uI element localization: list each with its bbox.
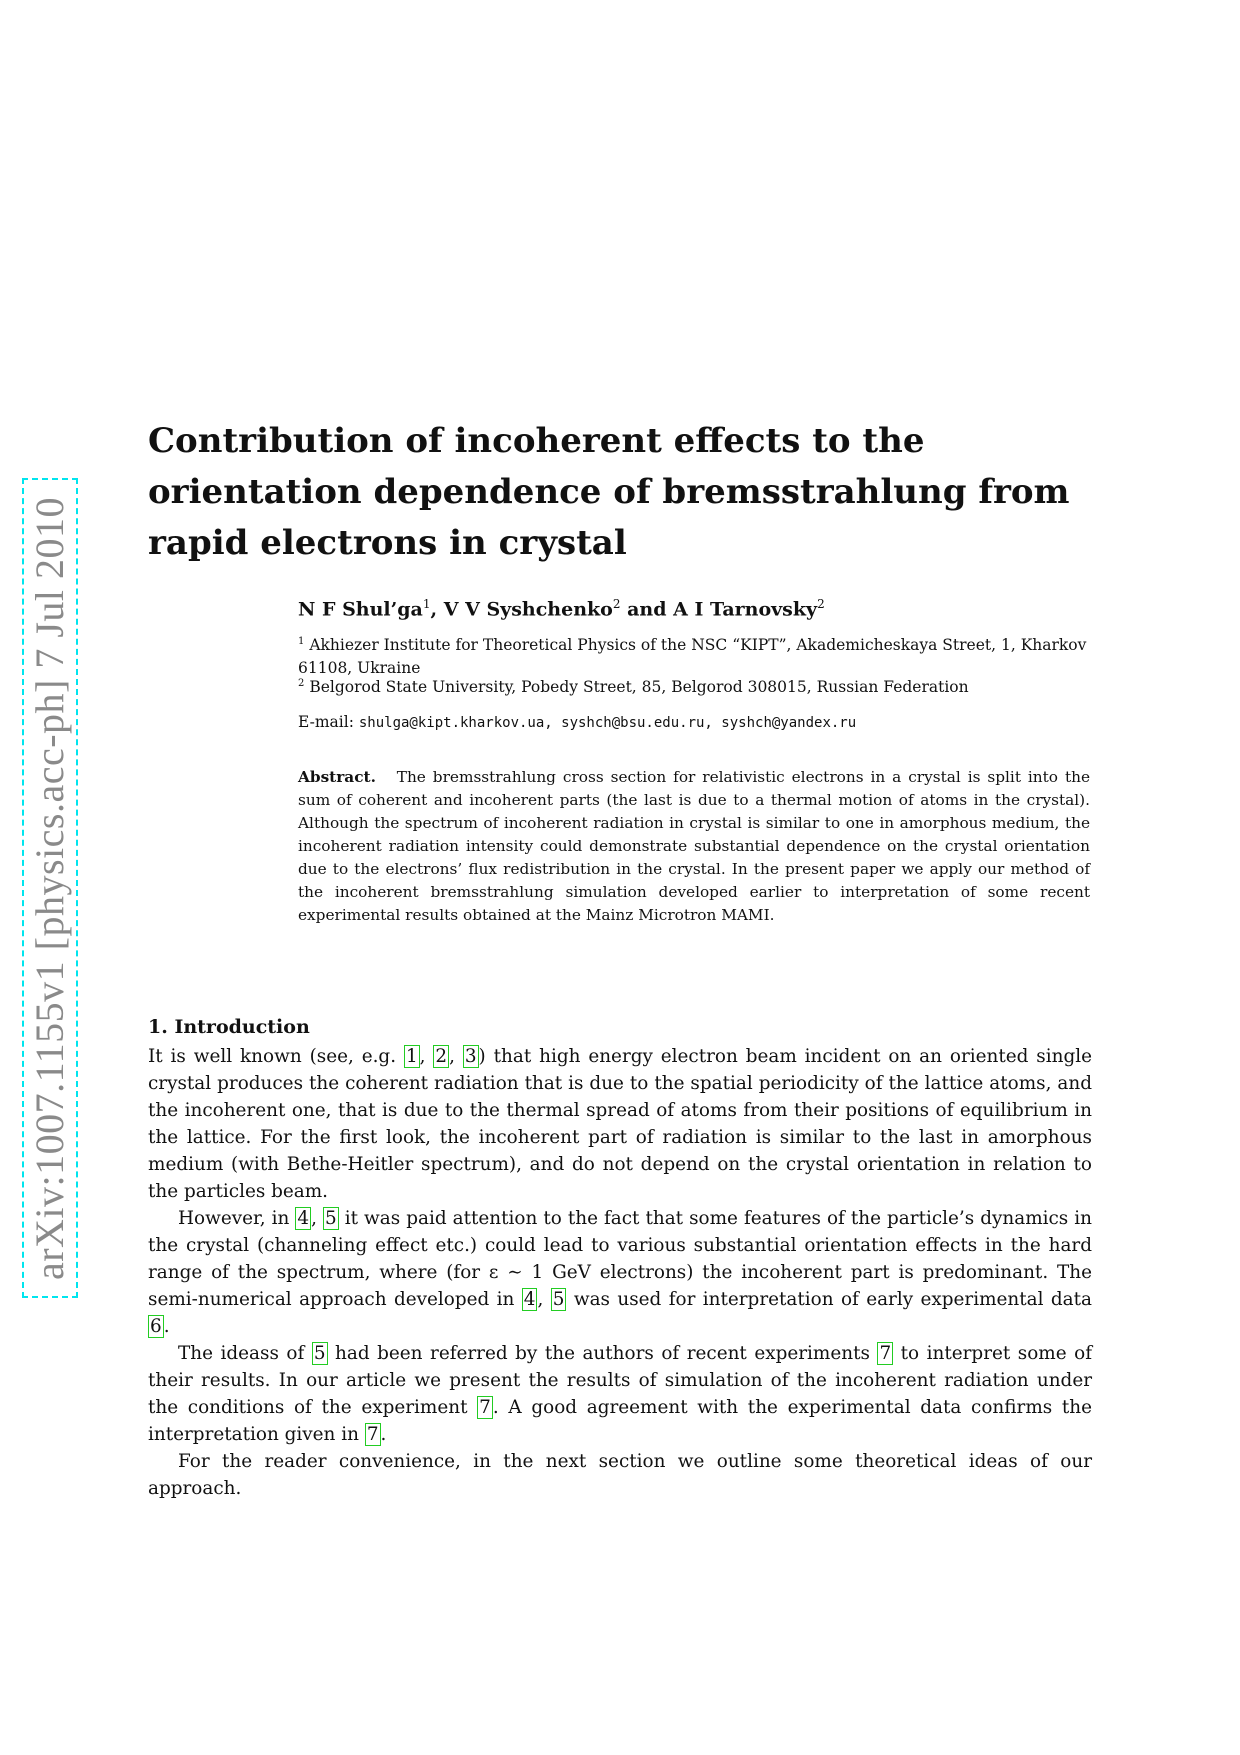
text-run: was used for interpretation of early experimental data (566, 1289, 1092, 1310)
body-paragraph (148, 1448, 1092, 1502)
text-run: , (537, 1289, 551, 1310)
text-run: The ideass of (178, 1343, 312, 1364)
text-run: it was paid attention to the fact that some features of the particle’s dynamics in the crystal (channeling effect etc.) could lead to various substantial orientation effects in the hard range of the spectrum, where (for ε ∼ 1 GeV electrons) the incoherent part is predominant. The semi-numerical approach developed in (148, 1208, 1093, 1310)
author-separator: , (430, 598, 444, 621)
body-paragraph (148, 1205, 1092, 1340)
abstract (298, 766, 1090, 927)
citation-link[interactable]: 5 (325, 1208, 337, 1229)
text-run: . A good agreement with the experimental data confirms the interpretation given in (148, 1397, 1093, 1445)
email-addresses[interactable]: shulga@kipt.kharkov.ua, syshch@bsu.edu.ru, syshch@yandex.ru (358, 715, 857, 731)
body-paragraph (148, 1043, 1092, 1205)
arxiv-stamp-text: arXiv:1007.1155v1 [physics.acc-ph] 7 Jul 2010 (27, 496, 73, 1280)
text-run: , (311, 1208, 324, 1229)
email-label: E-mail: (298, 713, 354, 731)
email-line (298, 713, 856, 731)
citation-link[interactable]: 3 (464, 1046, 477, 1067)
text-run: However, in (178, 1208, 296, 1229)
section-heading: 1. Introduction (148, 1016, 310, 1038)
author-affiliation-mark: 2 (612, 597, 621, 611)
text-run: . (163, 1316, 170, 1337)
citation-link[interactable]: 2 (435, 1046, 448, 1067)
author-affiliation-mark: 2 (817, 597, 825, 611)
paper-title: Contribution of incoherent effects to the orientation dependence of bremsstrahlung from rapid electrons in crystal (148, 421, 1070, 563)
citation-link[interactable]: 7 (366, 1424, 379, 1445)
affiliation-mark: 2 (298, 678, 305, 689)
text-run: It is well known (see, e.g. (148, 1046, 404, 1067)
author-affiliation-mark: 1 (422, 597, 431, 611)
text-run: , (449, 1046, 463, 1067)
affiliation-text: Akhiezer Institute for Theoretical Physics of the NSC “KIPT”, Akademicheskaya Street, 1, Kharkov 61108, Ukraine (298, 636, 1087, 678)
author-list (298, 597, 825, 620)
abstract-text: The bremsstrahlung cross section for relativistic electrons in a crystal is split into the sum of coherent and incoherent parts (the last is due to a thermal motion of atoms in the crystal). Although the spectrum of incoherent radiation in crystal is similar to one in amorphous medium, the incoherent radiation intensity could demonstrate substantial dependence on the crystal orientation due to the electrons’ flux redistribution in the crystal. In the present paper we apply our method of the incoherent bremsstrahlung simulation developed earlier to interpretation of some recent experimental results obtained at the Mainz Microtron MAMI. (298, 768, 1090, 924)
body-paragraph (148, 1340, 1092, 1448)
text-run: ) that high energy electron beam incident on an oriented single crystal produces the coherent radiation that is due to the spatial periodicity of the lattice atoms, and the incoherent one, that is due to the thermal spread of atoms from their positions of equilibrium in the lattice. For the first look, the incoherent part of radiation is similar to the last in amorphous medium (with Bethe-Heitler spectrum), and do not depend on the crystal orientation in relation to the particles beam. (148, 1046, 1092, 1202)
text-run: had been referred by the authors of recent experiments (327, 1343, 878, 1364)
text-run: to interpret some of their results. In our article we present the results of simulation of the incoherent radiation under the conditions of the experiment (148, 1343, 1093, 1418)
text-run: For the reader convenience, in the next section we outline some theoretical ideas of our approach. (148, 1451, 1092, 1499)
arxiv-stamp[interactable] (22, 478, 78, 1298)
affiliation-mark: 1 (298, 636, 305, 647)
affiliation-text: Belgorod State University, Pobedy Street, 85, Belgorod 308015, Russian Federation (309, 678, 969, 697)
citation-link[interactable]: 4 (523, 1289, 536, 1310)
citation-link[interactable]: 7 (479, 1397, 491, 1418)
citation-link[interactable]: 5 (313, 1343, 326, 1364)
author-name: A I Tarnovsky (673, 598, 818, 621)
citation-link[interactable]: 6 (150, 1316, 162, 1337)
abstract-label: Abstract. (298, 768, 376, 786)
text-run: , (419, 1046, 434, 1067)
author-name: N F Shul’ga (298, 598, 423, 621)
citation-link[interactable]: 4 (297, 1208, 310, 1229)
citation-link[interactable]: 7 (879, 1343, 892, 1364)
section-body (148, 1043, 1092, 1502)
citation-link[interactable]: 1 (405, 1046, 418, 1067)
citation-link[interactable]: 5 (552, 1289, 565, 1310)
affiliation (298, 672, 1088, 699)
text-run: . (380, 1424, 387, 1445)
author-separator: and (620, 598, 674, 621)
author-name: V V Syshchenko (443, 598, 613, 621)
